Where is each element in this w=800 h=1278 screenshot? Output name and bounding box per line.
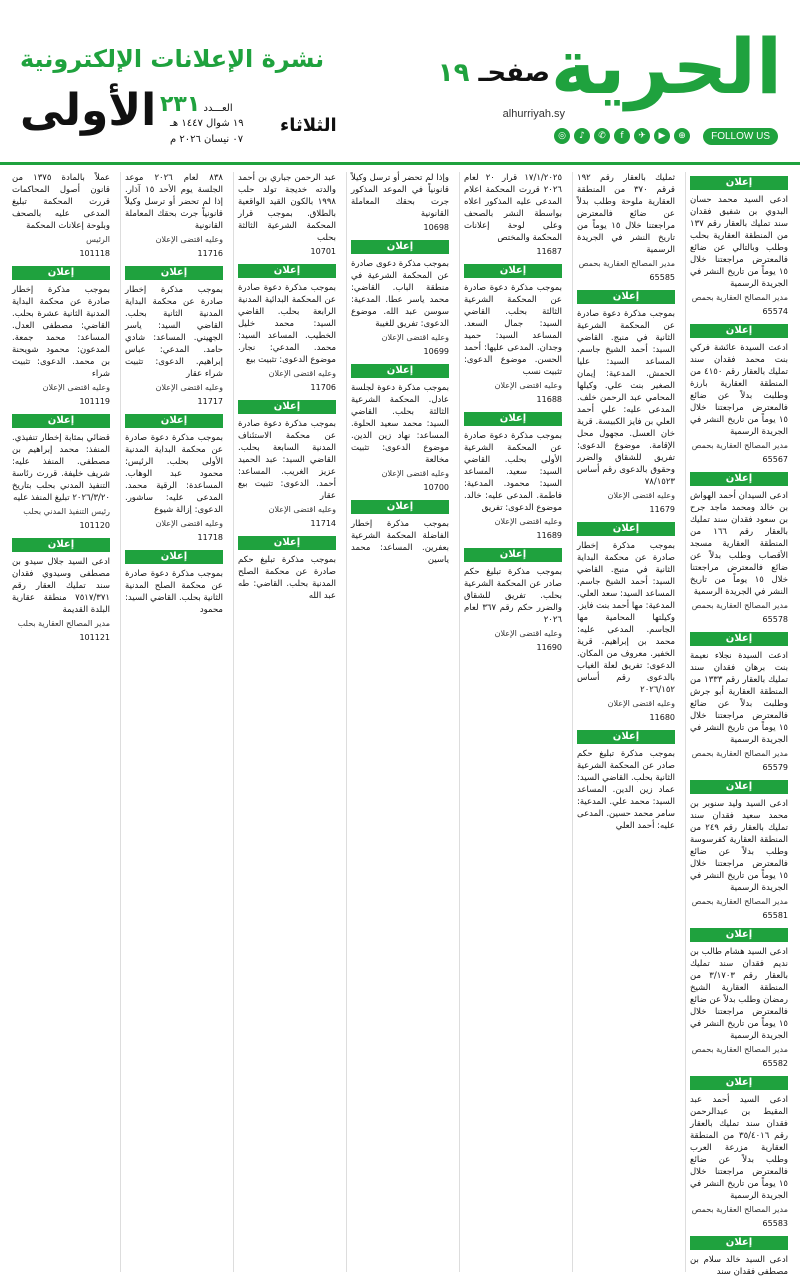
- notice: [577, 522, 675, 724]
- notice-number: 101121: [79, 633, 110, 642]
- notice-title: إعلان: [12, 266, 110, 280]
- notice: [577, 172, 675, 284]
- pages-count: [438, 58, 550, 88]
- notice-text: بموجب مذكرة دعوة صادرة عن محكمة الصلح المدنية الثانية بحلب. القاضي السيد: محمود: [125, 569, 223, 615]
- notice-text: قضائي بمثابة إخطار تنفيذي. المنفذ: محمد إبراهيم بن مصطفى. المنفذ عليه: شريف خليفة. قررت رئاسة التنفيذ المدني بحلب بتاريخ ٢٠٢٦/٣/٢٠ تبليغ المنفذ عليه: [12, 433, 110, 503]
- notice: [12, 414, 110, 532]
- column: [233, 172, 340, 1272]
- logo-text: الحرية: [550, 22, 782, 111]
- notice: [12, 172, 110, 260]
- notice-signature: وعليه اقتضى الإعلان: [42, 383, 110, 392]
- notice-text: بموجب مذكرة تبليغ حكم صادر عن المحكمة الشرعية الثانية بحلب. القاضي السيد: عماد زين الدين. المساعد السيد: محمد علي. المدعية: سامر محمد حسين. المدعى عليه: أحمد العلي: [577, 749, 675, 831]
- notice: [351, 240, 449, 358]
- logo: [550, 12, 782, 122]
- column: [459, 172, 566, 1272]
- notice-title: إعلان: [464, 264, 562, 278]
- notice-number: 11717: [197, 397, 223, 406]
- notice-number: 11718: [197, 533, 223, 542]
- notice-text: ثمليك بالعقار رقم ١٩٢ قرقم ٣٧٠ من المنطقة العقارية ملوحة وطلب بدلاً عن ضائع فالمعترض مراجعتنا خلال ١٥ يوماً من تاريخ النشر في الجريدة الرسمية: [577, 173, 675, 255]
- notice-signature: رئيس التنفيذ المدني بحلب: [23, 507, 110, 516]
- notice-signature: وعليه اقتضى الإعلان: [381, 333, 449, 342]
- notice-number: 11688: [536, 395, 562, 404]
- notice: [464, 264, 562, 406]
- social-icon[interactable]: ⊕: [674, 128, 690, 144]
- notice-signature: مدير المصالح العقارية بحمص: [691, 749, 788, 758]
- notice: [577, 730, 675, 832]
- notice-title: إعلان: [690, 324, 788, 338]
- notice-text: بموجب مذكرة إخطار صادرة عن محكمة البداية المدنية الثانية عشرة بحلب. القاضي: مصطفى العدل. المساعد: محمد جمعة. المدعون: محمود شويحنة بن محمد. الدعوى: تثبيت شراء: [12, 285, 110, 379]
- notice: [690, 632, 788, 774]
- notice-number: 11714: [310, 519, 336, 528]
- notice-title: إعلان: [464, 548, 562, 562]
- notice: [238, 536, 336, 602]
- notice: [125, 550, 223, 616]
- notice-signature: مدير المصالح العقارية بحمص: [578, 259, 675, 268]
- notice-text: ادعى السيد وليد سنوبر بن محمد سعيد فقدان سند تمليك بالعقار رقم ٢٤٩ من المنطقة العقارية كفرسوسة وطلب بدلاً عن ضائع فالمعترض مراجعتنا خلال ١٥ يوماً من تاريخ النشر في الجريدة الرسمية: [690, 799, 788, 893]
- column: [346, 172, 453, 1272]
- day: الثلاثاء: [280, 115, 337, 136]
- notice: [690, 780, 788, 922]
- notice: [690, 472, 788, 626]
- notice-title: إعلان: [238, 264, 336, 278]
- notice-text: بموجب مذكرة إخطار صادرة عن محكمة البداية المدنية الثانية بحلب. القاضي السيد: ياسر الجهيني. المساعد: شادي حامد. المدعي: عباس إبراهيم. الدعوى: تثبيت شراء عقار: [125, 285, 223, 379]
- column: [572, 172, 679, 1272]
- notice-text: بموجب مذكرة دعوى صادرة عن المحكمة الشرعية في منطقة الباب. القاضي: محمد ياسر عطا. المدعية: سوسن عبد الله. موضوع الدعوى: تفريق للغيبة: [351, 259, 449, 329]
- notice-number: 11687: [536, 247, 562, 256]
- notice-text: ادعى السيد هشام طالب بن نديم فقدان سند تمليك بالعقار رقم ٣/١٧٠٣ من المنطقة العقارية الشيخ رمضان وطلب بدلاً عن ضائع فالمعترض مراجعتنا خلال ١٥ يوماً من تاريخ النشر في الجريدة الرسمية: [690, 947, 788, 1041]
- notice: [125, 414, 223, 544]
- notice-signature: وعليه اقتضى الإعلان: [381, 469, 449, 478]
- column: [685, 172, 792, 1277]
- notice: [690, 324, 788, 466]
- notice: [351, 172, 449, 234]
- notice: [690, 176, 788, 318]
- notice-number: 10701: [310, 247, 336, 256]
- notice: [125, 266, 223, 408]
- notice-title: إعلان: [12, 414, 110, 428]
- notice: [12, 538, 110, 644]
- notice-text: بموجب مذكرة إخطار صادرة عن محكمة البداية الثانية في منبج. القاضي السيد: أحمد الشيخ جاسم. المساعد السيد: سعد العلي. المدعية: مها أحمد بنت فايز. وكيلتها المحامية مها الجاسم. المدعى عليه: محمد بن إبراهيم. قرية الخفير. معروف من المكان. الدعوى: تفريق لعلة الغياب بالدعوى رقم أساس ٢٠٢٦/١٥٢: [577, 541, 675, 695]
- issue-number: ٢٣١: [160, 92, 201, 117]
- notice-number: 65567: [762, 455, 788, 464]
- notice-title: إعلان: [351, 364, 449, 378]
- notice: [351, 364, 449, 494]
- section-title: الأولى: [20, 85, 157, 136]
- notice-number: 11716: [197, 249, 223, 258]
- notice-title: إعلان: [125, 266, 223, 280]
- notice: [690, 1076, 788, 1230]
- notice-title: إعلان: [577, 730, 675, 744]
- notice-signature: الرئيس: [86, 235, 110, 244]
- publication-title: نشرة الإعلانات الإلكترونية: [20, 45, 325, 73]
- notice-title: إعلان: [690, 472, 788, 486]
- notice-signature: مدير المصالح العقارية بحمص: [691, 1205, 788, 1214]
- notice: [238, 400, 336, 530]
- notice-number: 65585: [649, 273, 675, 282]
- notice: [690, 1236, 788, 1278]
- notice-text: عملاً بالمادة ١٣٧٥ من قانون أصول المحاكمات قررت المحكمة تبليغ المدعى عليه بالصحف وبلوحة إعلانات المحكمة: [12, 173, 111, 231]
- notice-title: إعلان: [238, 536, 336, 550]
- notice-text: بموجب مذكرة دعوة صادرة عن المحكمة الشرعية الثالثة بحلب. القاضي السيد: جمال السعد. المساعد السيد: حميد وجدان. المدعى عليها: أحمد الحسن. موضوع الدعوى: تثبيت نسب: [464, 283, 562, 377]
- notice-text: ادعى السيد محمد حسان البدوي بن شفيق فقدان سند تمليك بالعقار رقم ١٣٧ من المنطقة العقارية بحلب وطلب وبالتالي عن ضائع فالمعترض مراجعتنا خلال ١٥ يوماً من تاريخ النشر في الجريدة الرسمية: [690, 195, 788, 289]
- issue-label: العـــدد: [203, 103, 233, 114]
- notice-text: بموجب مذكرة دعوة صادرة عن المحكمة الشرعية الثانية في منبج. القاضي السيد: أحمد الشيخ جاسم. المساعد السيد: عليا الحمش. المدعية: إيمان الصغير بنت علي. وكيلها المحامي عبد الرحمن خلف. المدعى عليه: علي أحمد العلي بن فايز الكبيسة. قرية خان العسل. مجهول محل الإقامة. موضوع الدعوى: تفريق للشقاق والضرر وحقوق بالدعوى رقم أساس ٧٨/١٥٢٣: [577, 309, 675, 487]
- issue: [160, 92, 233, 117]
- notice-title: إعلان: [238, 400, 336, 414]
- pages-number: ١٩: [437, 58, 470, 88]
- notice-text: وإذا لم تحضر أو ترسل وكيلاً قانونياً في الموعد المذكور جرت بحقك المعاملة القانونية: [351, 173, 449, 219]
- notice: [464, 548, 562, 654]
- notice-title: إعلان: [690, 780, 788, 794]
- notice-signature: وعليه اقتضى الإعلان: [494, 381, 562, 390]
- notice-signature: مدير المصالح العقارية بحلب: [17, 619, 110, 628]
- pages-label: صفحـ: [478, 58, 550, 88]
- column: [8, 172, 114, 1272]
- notice-text: بموجب مذكرة تبليغ حكم صادر عن المحكمة الشرعية بحلب. تفريق للشقاق والضرر حكم رقم ٣٦٧ لعام ٢٠٢٦: [464, 567, 563, 625]
- notice-text: عبد الرحمن جباري بن أحمد والدته خديجة تولد حلب ١٩٩٨ بالكون القيد الواقعية بالطلاق. بموجب قرار المحكمة الشرعية الثالثة بحلب: [238, 173, 336, 243]
- notice-title: إعلان: [577, 522, 675, 536]
- social-icon[interactable]: f: [614, 128, 630, 144]
- notice-signature: وعليه اقتضى الإعلان: [268, 369, 336, 378]
- notice-text: ادعت السيدة عائشة فركي بنت محمد فقدان سند تمليك بالعقار رقم ٤١٥٠ من المنطقة العقارية بارزة وطلبت بدلاً عن ضائع فالمعترض مراجعتنا خلال ١٥ يوماً من تاريخ النشر في الجريدة الرسمية: [690, 343, 788, 437]
- notice-title: إعلان: [125, 550, 223, 564]
- notice-title: إعلان: [351, 240, 449, 254]
- notice-signature: وعليه اقتضى الإعلان: [607, 699, 675, 708]
- notice: [577, 290, 675, 516]
- gregorian-date: ٠٧ نيسان ٢٠٢٦ م: [170, 134, 244, 145]
- notice-signature: مدير المصالح العقارية بحمص: [691, 1045, 788, 1054]
- notice-text: بموجب مذكرة دعوة صادرة عن المحكمة البدائية المدنية الرابعة بحلب. القاضي السيد: محمد خليل الخطيب. المساعد السيد: محمد. المدعي: نجار. موضوع الدعوى: تثبيت بيع: [238, 283, 336, 365]
- notice-title: إعلان: [690, 176, 788, 190]
- notice: [464, 412, 562, 542]
- notice-text: بموجب مذكرة دعوة صادرة عن محكمة البداية المدنية الأولى بحلب. الرئيس: محمود عبد الوهاب. المساعدة: الرقية محمد. المدعى عليه: ساشور. الدعوى: إزالة شيوع: [125, 433, 223, 515]
- notice-number: 65581: [762, 911, 788, 920]
- notice-signature: وعليه اقتضى الإعلان: [155, 383, 223, 392]
- notice-signature: وعليه اقتضى الإعلان: [494, 517, 562, 526]
- notice-number: 65574: [762, 307, 788, 316]
- notice-number: 65579: [762, 763, 788, 772]
- notice: [125, 172, 223, 260]
- notice-number: 11679: [649, 505, 675, 514]
- social-icon[interactable]: ✆: [594, 128, 610, 144]
- notice-number: 65583: [762, 1219, 788, 1228]
- notice-number: 101118: [79, 249, 110, 258]
- social-icon[interactable]: ♪: [574, 128, 590, 144]
- notice-number: 101119: [79, 397, 110, 406]
- notice-text: بموجب مذكرة دعوة صادرة عن المحكمة الشرعية الأولى بحلب. القاضي السيد: سعيد. المساعد السيد: محمود. المدعية: فاطمة. المدعى عليه: خالد. موضوع الدعوى: تفريق: [464, 431, 562, 513]
- notice: [12, 266, 110, 408]
- notice-signature: وعليه اقتضى الإعلان: [155, 519, 223, 528]
- notice-text: بموجب مذكرة دعوة صادرة عن محكمة الاستئناف المدنية السابعة بحلب. القاضي السيد: عبد الحميد عزيز الغريب. المساعد: أحمد. الدعوى: تثبيت بيع عقار: [238, 419, 336, 501]
- notice-title: إعلان: [12, 538, 110, 552]
- notice-signature: وعليه اقتضى الإعلان: [268, 505, 336, 514]
- social-icon[interactable]: ✈: [634, 128, 650, 144]
- notice-number: 11706: [310, 383, 336, 392]
- notice-text: ادعى السيد خالد سلام بن مصطفى فقدان سند: [690, 1255, 788, 1277]
- notice-signature: مدير المصالح العقارية بحمص: [691, 897, 788, 906]
- notice-title: إعلان: [690, 1076, 788, 1090]
- notice: [238, 264, 336, 394]
- notice-signature: مدير المصالح العقارية بحمص: [691, 601, 788, 610]
- notice-text: ٨٣٨ لعام ٢٠٢٦ موعد الجلسة يوم الأحد ١٥ آذار. إذا لم تحضر أو ترسل وكيلاً قانونياً جرت بحقك المعاملة القانونية: [125, 173, 223, 231]
- notice-signature: وعليه اقتضى الإعلان: [607, 491, 675, 500]
- hijri-date: ١٩ شوال ١٤٤٧ هـ: [170, 118, 244, 129]
- notice-text: ادعت السيدة نجلاء نعيمة بنت برهان فقدان سند تمليك بالعقار رقم ١٣٣٣ من المنطقة العقارية أبو جرش وطلبت بدلاً عن ضائع فالمعترض مراجعتنا خلال ١٥ يوماً من تاريخ النشر في الجريدة الرسمية: [690, 651, 788, 745]
- notice-number: 10699: [423, 347, 449, 356]
- notice-text: بموجب مذكرة تبليغ حكم صادرة عن محكمة الصلح المدنية بحلب. القاضي: طه عبد الله: [238, 555, 336, 601]
- notice-number: 65578: [762, 615, 788, 624]
- notice-number: 11690: [536, 643, 562, 652]
- notice-signature: وعليه اقتضى الإعلان: [155, 235, 223, 244]
- notices-grid: [8, 172, 792, 1277]
- notice-number: 11680: [649, 713, 675, 722]
- follow-us-button[interactable]: FOLLOW US: [703, 128, 778, 145]
- notice-signature: وعليه اقتضى الإعلان: [494, 629, 562, 638]
- notice-signature: مدير المصالح العقارية بحمص: [691, 293, 788, 302]
- notice-text: بموجب مذكرة دعوة لجلسة عادل. المحكمة الشرعية الثالثة بحلب. القاضي السيد: محمد سعيد الحلوة. المساعد: نهاد زين الدين. موضوع الدعوى: تثبيت مخالعة: [351, 383, 449, 465]
- notice-title: إعلان: [690, 1236, 788, 1250]
- notice: [690, 928, 788, 1070]
- notice-text: ادعى السيد أحمد عبد المقيط بن عبدالرحمن فقدان سند تمليك بالعقار رقم ٣٥/٤٠١٦ من المنطقة العقارية مزرعة العرب وطلب بدلاً عن ضائع فالمعترض مراجعتنا خلال ١٥ يوماً من تاريخ النشر في الجريدة الرسمية: [690, 1095, 788, 1201]
- notice-title: إعلان: [690, 632, 788, 646]
- notice-text: بموجب مذكرة إخطار الفاضلة المحكمة الشرعية بعفرين. المساعد: محمد ياسين: [351, 519, 449, 565]
- notice-text: ادعى السيد جلال سيدو بن مصطفى وسيدوي فقدان سند تمليك العقار رقم ٧٥١٧/٣٧١ منطقة عقارية البلدة القديمة: [12, 557, 110, 615]
- notice-text: ادعى السيدان أحمد الهواش بن خالد ومحمد ماجد جرح بن سعود فقدان سند تمليك بالعقار رقم ١٦٦ من المنطقة العقارية مسجد الأقصاب وطلب بدلاً عن ضائع فالمعترض مراجعتنا خلال ١٥ يوماً من تاريخ النشر في الجريدة الرسمية: [690, 491, 788, 597]
- masthead: [0, 0, 800, 165]
- social-icons: [554, 128, 690, 144]
- notice-text: ١٧/١/٢٠٢٥ قرار ٢٠ لعام ٢٠٢٦ قررت المحكمة اعلام المدعى عليه المذكور اعلاه بواسطة النشر بالصحف وعلى لوحة إعلانات المحكمة والمختص: [464, 173, 563, 243]
- notice: [238, 172, 336, 258]
- notice-number: 101120: [79, 521, 110, 530]
- notice-number: 10700: [423, 483, 449, 492]
- notice: [351, 500, 449, 566]
- notice-title: إعلان: [464, 412, 562, 426]
- notice-title: إعلان: [690, 928, 788, 942]
- notice-number: 65582: [762, 1059, 788, 1068]
- column: [120, 172, 227, 1272]
- notice-title: إعلان: [351, 500, 449, 514]
- notice-number: 11689: [536, 531, 562, 540]
- notice: [464, 172, 562, 258]
- social-icon[interactable]: ◎: [554, 128, 570, 144]
- social-icon[interactable]: ▶: [654, 128, 670, 144]
- notice-title: إعلان: [577, 290, 675, 304]
- notice-title: إعلان: [125, 414, 223, 428]
- notice-number: 10698: [423, 223, 449, 232]
- site-url[interactable]: alhurriyah.sy: [502, 108, 565, 120]
- notice-signature: مدير المصالح العقارية بحمص: [691, 441, 788, 450]
